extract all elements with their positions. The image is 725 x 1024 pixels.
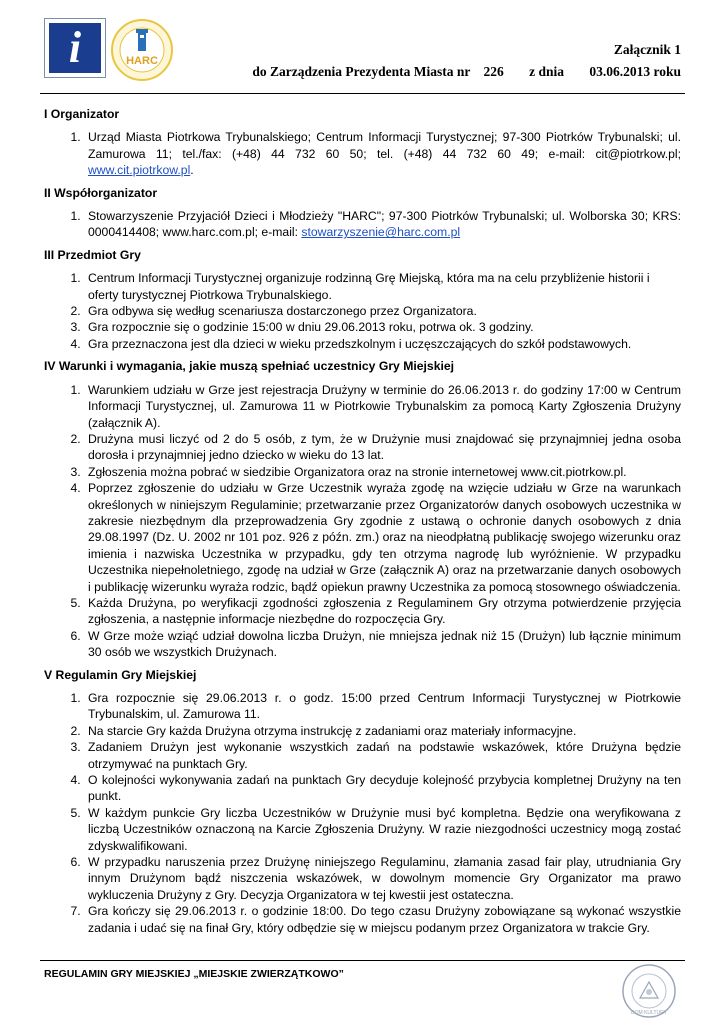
harc-association-logo — [110, 18, 174, 82]
list-item: 1. Urząd Miasta Piotrkowa Trybunalskiego; Centrum Informacji Turystycznej; 97-300 Piotrków Trybunalski; ul. Zamurowa 11; tel./fax: (+48) 44 732 60 50; tel. (+48) 44 732 60 49; e-mail: cit@piotrkow.pl; www.cit.piotrkow.pl. — [84, 129, 681, 178]
list-item: 2. Drużyna musi liczyć od 2 do 5 osób, z tym, że w Drużynie musi znajdować się przynajmniej jedna osoba dorosła i przynajmniej jedno dziecko w wieku do 13 lat. — [84, 431, 681, 464]
decree-date: 03.06.2013 roku — [589, 64, 681, 79]
annex-header — [252, 42, 681, 80]
decree-prefix: do Zarządzenia Prezydenta Miasta nr — [252, 64, 471, 79]
section-title: V Regulamin Gry Miejskiej — [44, 667, 197, 682]
harc-email-link[interactable]: stowarzyszenie@harc.com.pl — [301, 225, 461, 240]
list-item: 5. Każda Drużyna, po weryfikacji zgodności zgłoszenia z Regulaminem Gry otrzyma potwierdzenie przyjęcia zgłoszenia, a następnie informacje niezbędne do rozpoczęcia Gry. — [84, 595, 681, 628]
date-prefix: z dnia — [529, 64, 564, 79]
section-title: I Organizator — [44, 107, 120, 121]
cit-website-link[interactable]: www.cit.piotrkow.pl — [88, 163, 191, 178]
cultural-center-stamp — [620, 962, 678, 1020]
info-icon: i — [68, 23, 82, 72]
footer-divider — [40, 960, 685, 961]
svg-text:HARC: HARC — [126, 55, 158, 67]
footer-title: REGULAMIN GRY MIEJSKIEJ „MIEJSKIE ZWIERZĄTKOWO” — [44, 968, 344, 980]
list-item: 4. Gra przeznaczona jest dla dzieci w wieku przedszkolnym i uczęszczających do szkół podstawowych. — [84, 336, 681, 352]
annex-label: Załącznik 1 — [613, 42, 681, 57]
list-item: 4. Poprzez zgłoszenie do udziału w Grze Uczestnik wyraża zgodę na wzięcie udziału w Grze na warunkach określonych w niniejszym Regulaminie; przetwarzanie przez Organizatorów danych osobowych uczestnika w zakresie niezbędnym dla przeprowadzenia Gry zgodnie z ustawą o ochronie danych osobowych z dnia 29.08.1997 (Dz. U. 2002 nr 101 poz. 926 z późn. zm.) oraz na nieodpłatną publikację swojego wizerunku oraz imienia i nazwiska Uczestnika w przypadku, gdy ten otrzyma nagrodę lub wyróżnienie. W przypadku Uczestnika niepełnoletniego, zgodę na udział w Grze (załącznik A) oraz na przetwarzanie danych osobowych i publikację wizerunku wyraża rodzic, bądź opiekun prawny Uczestnika za pomocą stosownego oświadczenia. — [84, 480, 681, 595]
list-item: 3. Zgłoszenia można pobrać w siedzibie Organizatora oraz na stronie internetowej www.cit.piotrkow.pl. — [84, 464, 681, 480]
list-item: 2. Na starcie Gry każda Drużyna otrzyma instrukcję z zadaniami oraz materiały informacyjne. — [84, 723, 681, 739]
list-item: 1. Centrum Informacji Turystycznej organizuje rodzinną Grę Miejską, która ma na celu przybliżenie historii i oferty turystycznej Piotrkowa Trybunalskiego. — [84, 270, 681, 303]
section-list — [44, 208, 681, 241]
section-title: III Przedmiot Gry — [44, 247, 141, 262]
section-title: IV Warunki i wymagania, jakie muszą spełniać uczestnicy Gry Miejskiej — [44, 359, 455, 374]
svg-text:DOM KULTURY: DOM KULTURY — [631, 1010, 667, 1016]
section-list — [44, 690, 681, 936]
section-list — [44, 129, 681, 178]
list-item: 5. W każdym punkcie Gry liczba Uczestników w Drużynie musi być kompletna. Będzie ona weryfikowana z liczbą Uczestników oznaczoną na Karcie Zgłoszenia Drużyny. W razie niezgodności uczestnicy mogą zostać zdyskwalifikowani. — [84, 805, 681, 854]
list-item: 1. Warunkiem udziału w Grze jest rejestracja Drużyny w terminie do 26.06.2013 r. do godziny 17:00 w Centrum Informacji Turystycznej, ul. Zamurowa 11 w Piotrkowie Trybunalskim za pomocą Karty Zgłoszenia Drużyny (załącznik A). — [84, 382, 681, 431]
list-item: 2. Gra odbywa się według scenariusza dostarczonego przez Organizatora. — [84, 303, 681, 319]
list-item: 6. W Grze może wziąć udział dowolna liczba Drużyn, nie mniejsza jednak niż 15 (Drużyn) lub łącznie minimum 30 osób we wszystkich Drużynach. — [84, 628, 681, 661]
tourist-information-logo — [44, 18, 106, 78]
section-list — [44, 270, 681, 352]
list-item: 1. Stowarzyszenie Przyjaciół Dzieci i Młodzieży "HARC"; 97-300 Piotrków Trybunalski; ul. Wolborska 30; KRS: 0000414408; www.harc.com.pl; e-mail: stowarzyszenie@harc.com.pl — [84, 208, 681, 241]
list-item: 6. W przypadku naruszenia przez Drużynę niniejszego Regulaminu, złamania zasad fair play, utrudniania Gry innym Drużynom bądź niszczenia wskazówek, w dowolnym momencie Gry Organizator ma prawo wykluczenia Drużyny z Gry. Decyzja Organizatora w tej kwestii jest ostateczna. — [84, 854, 681, 903]
list-item: 3. Gra rozpocznie się o godzinie 15:00 w dniu 29.06.2013 roku, potrwa ok. 3 godziny. — [84, 319, 681, 335]
list-item: 7. Gra kończy się 29.06.2013 r. o godzinie 18:00. Do tego czasu Drużyny zobowiązane są wykonać wszystkie zadania i udać się na finał Gry, który odbędzie się w miejscu podanym przez Organizatora w trakcie Gry. — [84, 903, 681, 936]
list-item: 1. Gra rozpocznie się 29.06.2013 r. o godz. 15:00 przed Centrum Informacji Turystycznej w Piotrkowie Trybunalskim, ul. Zamurowa 11. — [84, 690, 681, 723]
section-list — [44, 382, 681, 661]
regulations-body — [44, 100, 681, 942]
document-header — [0, 0, 725, 95]
section-title: II Współorganizator — [44, 185, 158, 200]
decree-number: 226 — [483, 64, 504, 79]
list-item: 3. Zadaniem Drużyn jest wykonanie wszystkich zadań na podstawie wskazówek, które Drużyna będzie otrzymywać na punktach Gry. — [84, 739, 681, 772]
header-divider — [40, 93, 685, 94]
list-item: 4. O kolejności wykonywania zadań na punktach Gry decyduje kolejność przybycia kompletnej Drużyny na ten punkt. — [84, 772, 681, 805]
